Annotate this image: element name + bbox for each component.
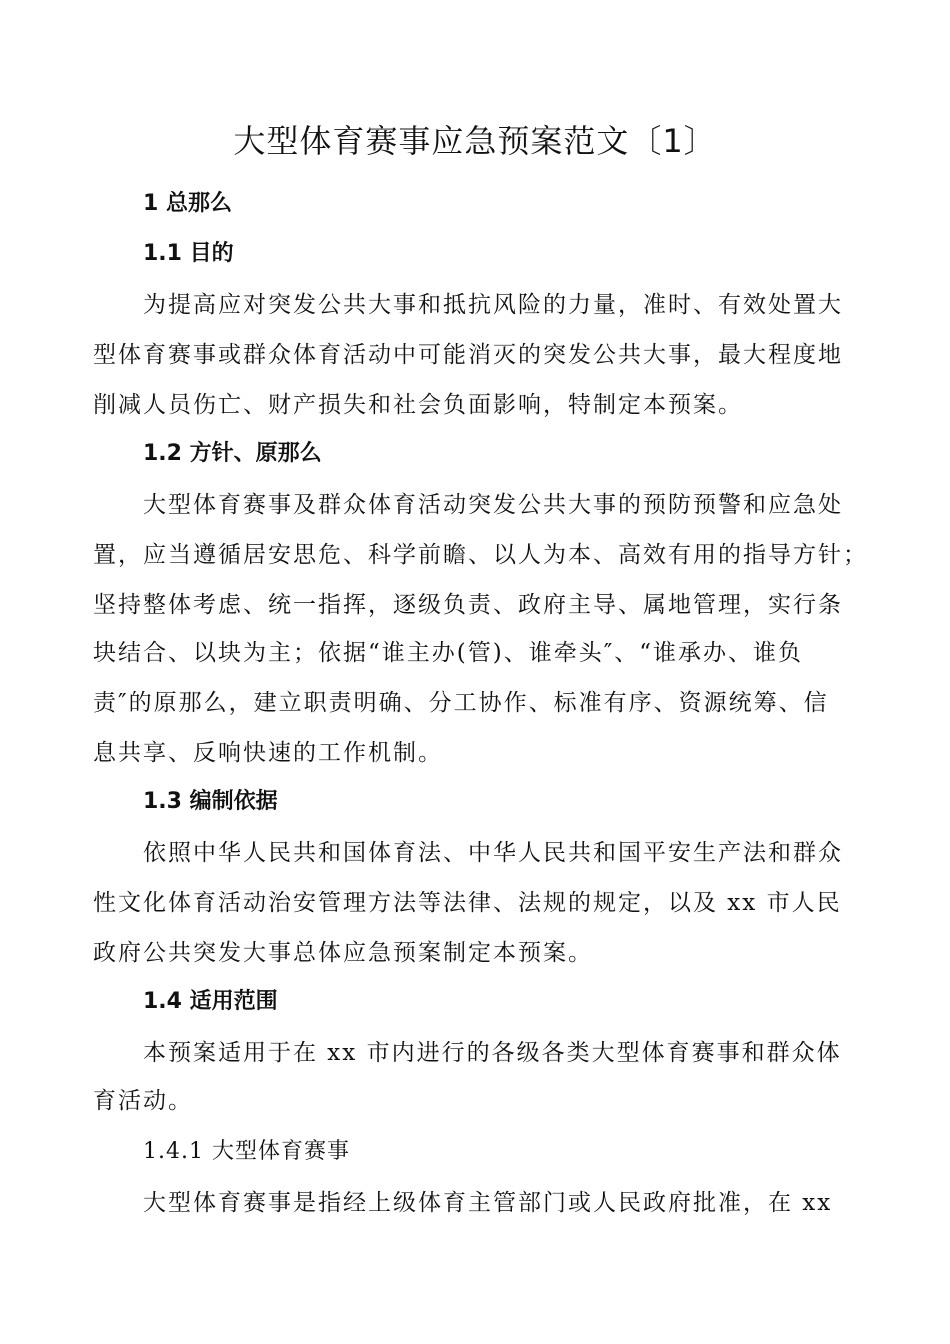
paragraph-line: 政府公共突发大事总体应急预案制定本预案。: [93, 940, 593, 966]
paragraph-line: 块结合、以块为主；依据“谁主办(管)、谁牵头″、“谁承办、谁负: [93, 640, 804, 666]
paragraph-line: 育活动。: [93, 1088, 193, 1114]
paragraph-line: 责″的原那么，建立职责明确、分工协作、标准有序、资源统筹、信: [93, 690, 829, 716]
section-heading-1-1: 1.1 目的: [143, 241, 234, 266]
paragraph-line: 依照中华人民共和国体育法、中华人民共和国平安生产法和群众: [143, 840, 843, 866]
section-heading-1-2: 1.2 方针、原那么: [143, 441, 322, 466]
paragraph-line: 型体育赛事或群众体育活动中可能消灭的突发公共大事，最大程度地: [93, 342, 843, 368]
paragraph-line: 本预案适用于在 xx 市内进行的各级各类大型体育赛事和群众体: [143, 1040, 842, 1066]
section-heading-1-3: 1.3 编制依据: [143, 789, 278, 814]
paragraph-line: 大型体育赛事是指经上级体育主管部门或人民政府批准，在 xx: [143, 1190, 833, 1216]
paragraph-line: 大型体育赛事及群众体育活动突发公共大事的预防预警和应急处: [143, 492, 843, 518]
paragraph-line: 为提高应对突发公共大事和抵抗风险的力量，准时、有效处置大: [143, 292, 843, 318]
document-title: 大型体育赛事应急预案范文〔1〕: [233, 122, 717, 160]
section-heading-1: 1 总那么: [143, 191, 232, 216]
paragraph-line: 息共享、反响快速的工作机制。: [93, 740, 443, 766]
paragraph-line: 坚持整体考虑、统一指挥，逐级负责、政府主导、属地管理，实行条: [93, 592, 843, 618]
section-heading-1-4-1: 1.4.1 大型体育赛事: [143, 1139, 350, 1164]
section-heading-1-4: 1.4 适用范围: [143, 989, 278, 1014]
paragraph-line: 削减人员伤亡、财产损失和社会负面影响，特制定本预案。: [93, 392, 743, 418]
paragraph-line: 性文化体育活动治安管理方法等法律、法规的规定，以及 xx 市人民: [93, 890, 842, 916]
paragraph-line: 置，应当遵循居安思危、科学前瞻、以人为本、高效有用的指导方针；: [93, 542, 868, 568]
